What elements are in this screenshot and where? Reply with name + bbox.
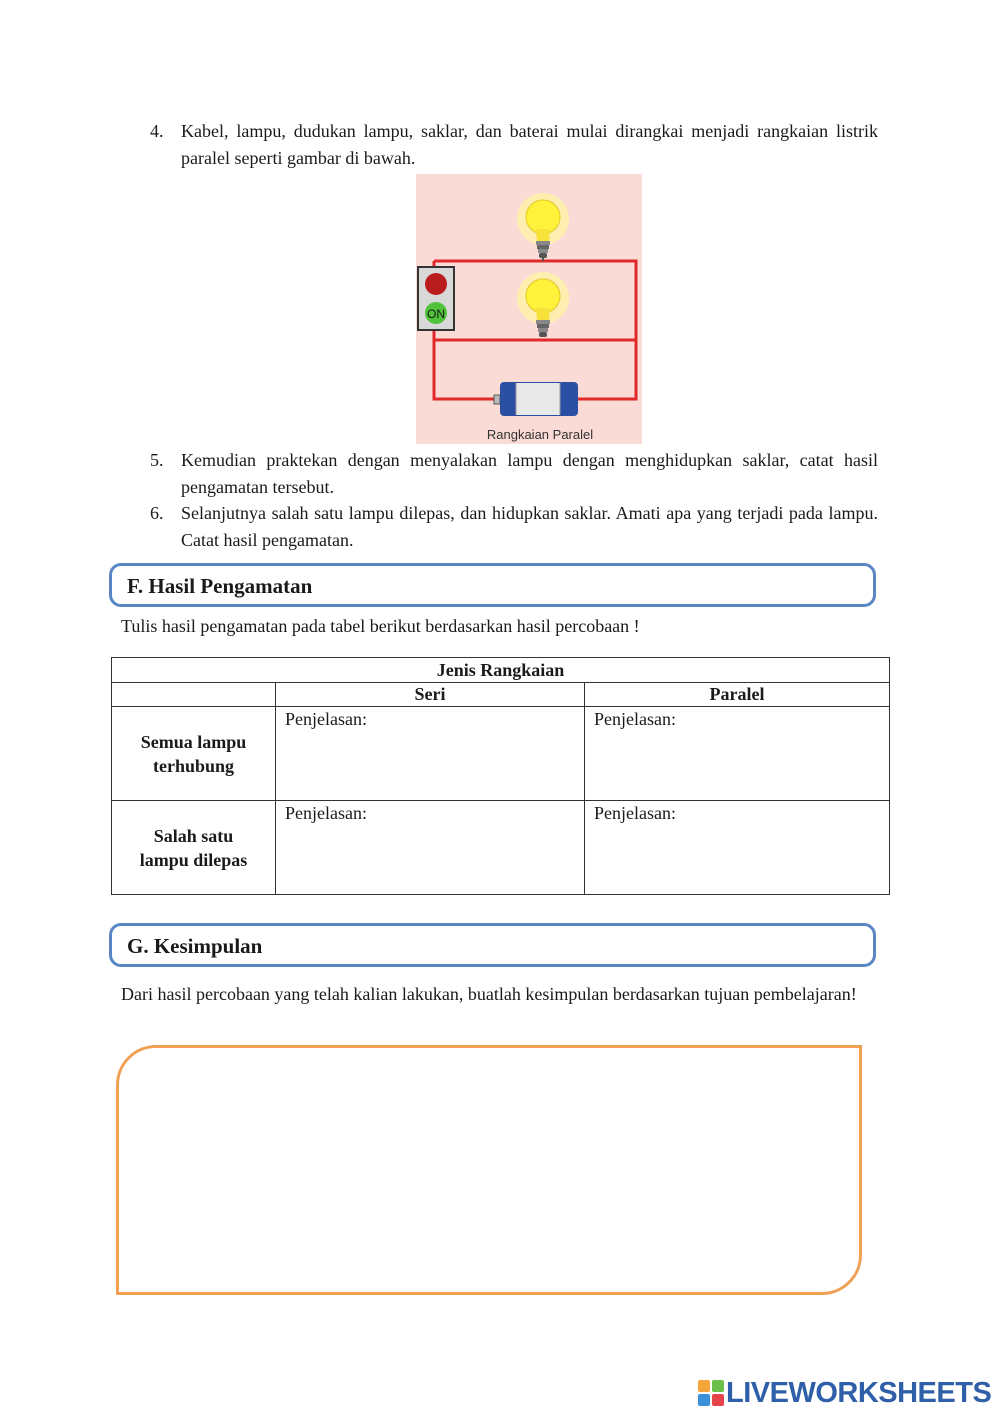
step-number: 6. (150, 503, 164, 523)
liveworksheets-icon (698, 1380, 724, 1406)
empty-header-cell (112, 683, 276, 707)
row-label-line: lampu dilepas (139, 849, 248, 870)
step-text: Selanjutnya salah satu lampu dilepas, dan hidupkan saklar. Amati apa yang terjadi pada lampu. Catat hasil pengamatan. (181, 503, 878, 550)
conclusion-answer-box[interactable] (116, 1045, 862, 1295)
answer-cell-paralel[interactable]: Penjelasan: (585, 801, 890, 895)
step-number: 5. (150, 450, 164, 470)
liveworksheets-logo (698, 1376, 991, 1410)
answer-cell-paralel[interactable]: Penjelasan: (585, 707, 890, 801)
step-4 (150, 118, 878, 172)
answer-cell-seri[interactable]: Penjelasan: (276, 801, 585, 895)
step-5 (150, 447, 878, 501)
section-f-header (109, 563, 876, 607)
table-group-header-row (112, 658, 890, 683)
column-header-paralel: Paralel (585, 683, 890, 707)
logo-text: LIVEWORKSHEETS (726, 1376, 992, 1409)
row-label-line: Semua lampu (140, 731, 247, 752)
table-row (112, 801, 890, 895)
row-label (112, 801, 276, 895)
column-header-seri: Seri (276, 683, 585, 707)
figure-caption: Rangkaian Paralel (486, 427, 594, 442)
switch-icon (418, 267, 454, 330)
group-header: Jenis Rangkaian (112, 658, 890, 683)
battery-icon (494, 382, 578, 416)
section-title: F. Hasil Pengamatan (127, 574, 313, 598)
step-6 (150, 500, 878, 554)
answer-cell-seri[interactable]: Penjelasan: (276, 707, 585, 801)
step-number: 4. (150, 121, 164, 141)
table-row (112, 707, 890, 801)
section-f-instruction: Tulis hasil pengamatan pada tabel berikut berdasarkan hasil percobaan ! (121, 616, 640, 636)
row-label-line: terhubung (152, 755, 235, 776)
table-column-header-row (112, 683, 890, 707)
row-label-line: Salah satu (153, 825, 234, 846)
parallel-circuit-figure (416, 174, 642, 444)
section-title: G. Kesimpulan (127, 934, 263, 958)
observation-table (111, 657, 890, 895)
section-g-instruction: Dari hasil percobaan yang telah kalian lakukan, buatlah kesimpulan berdasarkan tujuan pembelajaran! (121, 984, 857, 1004)
switch-label: ON (427, 307, 445, 321)
section-g-header (109, 923, 876, 967)
row-label (112, 707, 276, 801)
step-text: Kemudian praktekan dengan menyalakan lampu dengan menghidupkan saklar, catat hasil pengamatan tersebut. (181, 450, 878, 497)
step-text: Kabel, lampu, dudukan lampu, saklar, dan baterai mulai dirangkai menjadi rangkaian listrik paralel seperti gambar di bawah. (181, 121, 878, 168)
